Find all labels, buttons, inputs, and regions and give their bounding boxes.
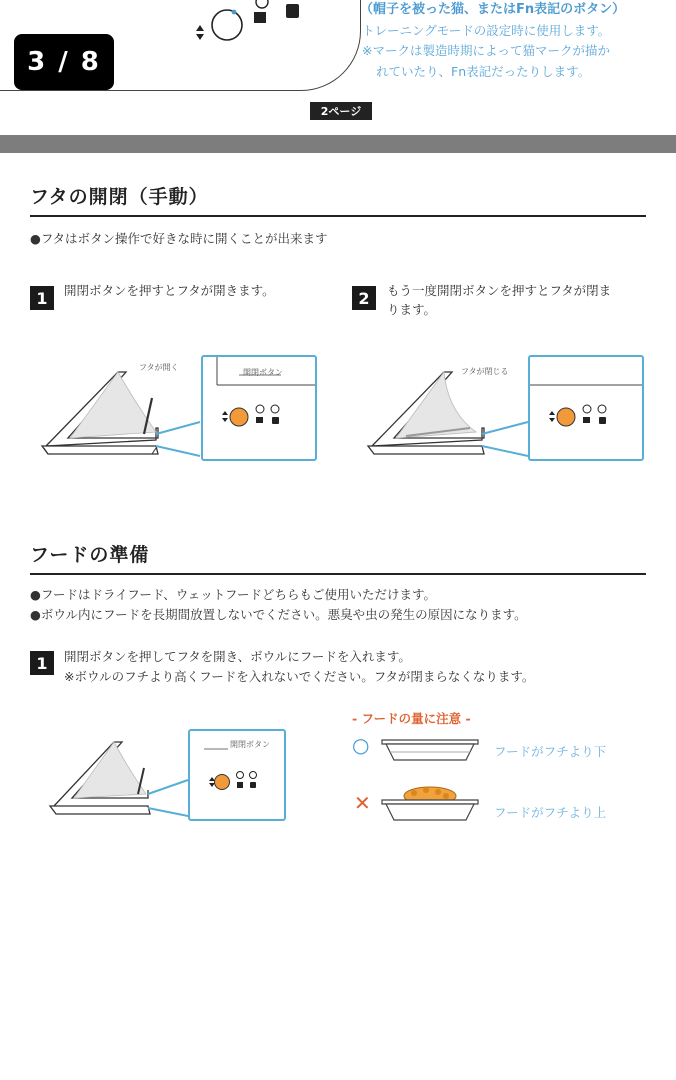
device-buttons-icon bbox=[190, 0, 310, 48]
step-number: 1 bbox=[30, 286, 54, 310]
ng-mark-icon: ✕ bbox=[354, 791, 371, 815]
ng-caption: フードがフチより上 bbox=[494, 805, 607, 820]
ok-caption: フードがフチより下 bbox=[494, 744, 607, 759]
step-text: もう一度開閉ボタンを押すとフタが閉ま bbox=[387, 283, 612, 298]
lid-close-label: フタが閉じる bbox=[461, 367, 509, 376]
note-heading: （帽子を被った猫、またはFn表記のボタン） bbox=[360, 2, 626, 17]
section-title-lid: フタの開閉（手動） bbox=[30, 182, 646, 217]
zoom-box bbox=[201, 355, 317, 461]
open-button-label: 開閉ボタン bbox=[243, 368, 283, 377]
step-text: 開閉ボタンを押すとフタが開きます。 bbox=[64, 283, 275, 298]
bowl-ng-illustration bbox=[380, 784, 480, 826]
note-line: トレーニングモードの設定時に使用します。 bbox=[362, 23, 611, 38]
food-fill-illustration bbox=[48, 728, 288, 820]
zoom-box bbox=[528, 355, 644, 461]
step-text: 開閉ボタンを押してフタを開き、ボウルにフードを入れます。 bbox=[64, 649, 411, 664]
note-line: れていたり、Fn表記だったりします。 bbox=[376, 64, 591, 79]
lid-close-illustration bbox=[366, 352, 646, 464]
step-text: ります。 bbox=[387, 302, 437, 317]
step-note: ※ボウルのフチより高くフードを入れないでください。フタが閉まらなくなります。 bbox=[64, 669, 535, 684]
page-divider bbox=[0, 135, 676, 153]
page-label: 2ページ bbox=[310, 102, 372, 120]
ok-mark-icon: ○ bbox=[352, 733, 370, 757]
note-line: ※マークは製造時期によって猫マークが描か bbox=[362, 43, 610, 58]
section-title-food: フードの準備 bbox=[30, 540, 646, 575]
step-number: 1 bbox=[30, 651, 54, 675]
bullet-text: ●フードはドライフード、ウェットフードどちらもご使用いただけます。 bbox=[30, 587, 437, 602]
page-indicator: 3 / 8 bbox=[14, 34, 114, 90]
fill-button-label: 開閉ボタン bbox=[230, 740, 270, 749]
step-number: 2 bbox=[352, 286, 376, 310]
lid-open-illustration bbox=[40, 352, 320, 464]
bullet-text: ●ボウル内にフードを長期間放置しないでください。悪臭や虫の発生の原因になります。 bbox=[30, 607, 527, 622]
zoom-box bbox=[188, 729, 286, 821]
lid-open-label: フタが開く bbox=[139, 363, 179, 372]
bullet-text: ●フタはボタン操作で好きな時に開くことが出来ます bbox=[30, 231, 328, 246]
bowl-ok-illustration bbox=[380, 734, 480, 768]
caution-title: - フードの量に注意 - bbox=[352, 711, 471, 726]
